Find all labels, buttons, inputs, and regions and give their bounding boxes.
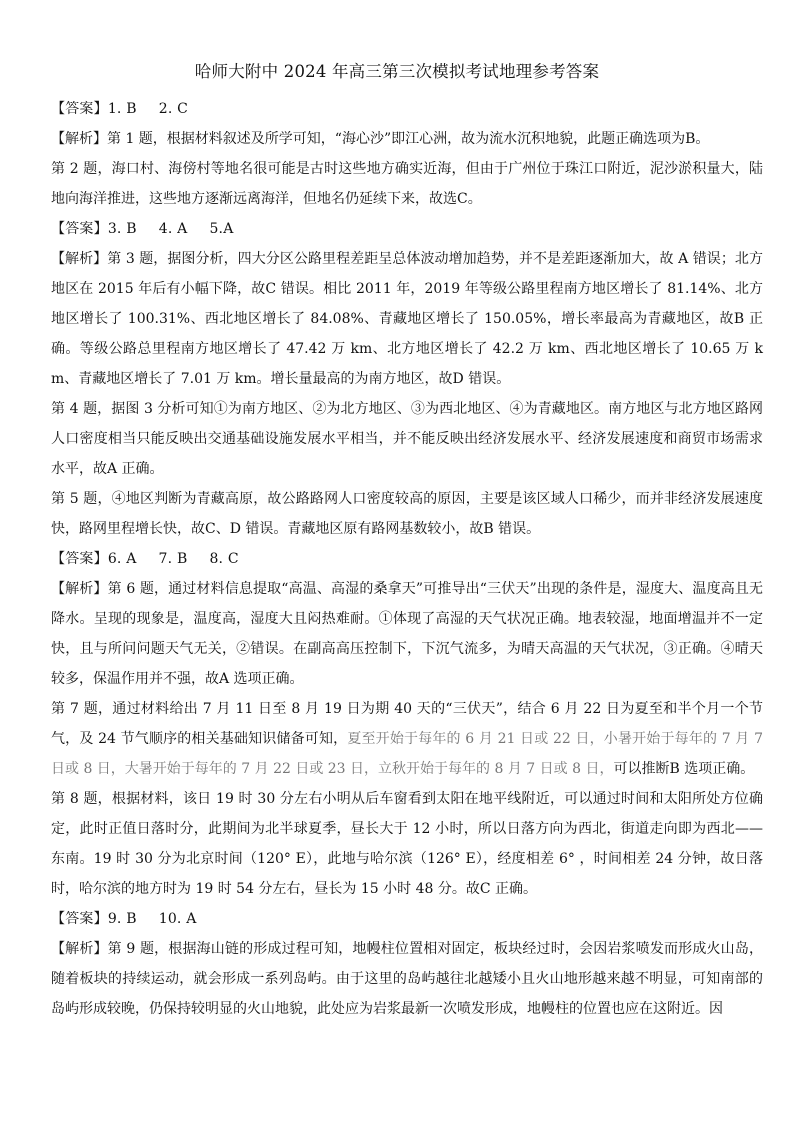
answer-item: 8. C bbox=[209, 551, 239, 567]
answer-item: 7. B bbox=[158, 551, 188, 567]
analysis-tag: 【解析】 bbox=[51, 941, 108, 957]
answer-item: 2. C bbox=[158, 101, 189, 117]
answer-item: 9. B bbox=[107, 911, 137, 927]
answer-line bbox=[51, 904, 763, 934]
answer-item: 5.A bbox=[209, 221, 234, 237]
analysis-text: 第 7 题，通过材料给出 7 月 11 日至 8 月 19 日为期 40 天的“三伏天”，结合 6 月 22 日为夏至和半个月一个节气，及 24 节气顺序的相关基础知识储备可知， bbox=[51, 701, 763, 747]
analysis-paragraph bbox=[51, 124, 763, 154]
analysis-text: 可以推断B 选项正确。 bbox=[613, 761, 755, 777]
analysis-paragraph: 第 2 题，海口村、海傍村等地名很可能是古时这些地方确实近海，但由于广州位于珠江口附近，泥沙淤积量大，陆地向海洋推进，这些地方逐渐远离海洋，但地名仍延续下来，故选C。 bbox=[51, 161, 763, 207]
analysis-paragraph: 第 4 题，据图 3 分析可知①为南方地区、②为北方地区、③为西北地区、④为青藏地区。南方地区与北方地区路网人口密度相当只能反映出交通基础设施发展水平相当，并不能反映出经济发展水平、经济发展速度和商贸市场需求水平，故A 正确。 bbox=[51, 401, 763, 477]
answer-item: 6. A bbox=[107, 551, 137, 567]
analysis-tag: 【解析】 bbox=[51, 131, 107, 147]
page-title: 哈师大附中 2024 年高三第三次模拟考试地理参考答案 bbox=[194, 62, 600, 81]
document-body bbox=[51, 94, 763, 1024]
answer-line bbox=[51, 214, 763, 244]
analysis-paragraph bbox=[51, 934, 763, 1024]
analysis-paragraph bbox=[51, 694, 763, 784]
answer-item: 10. A bbox=[158, 911, 197, 927]
answer-line bbox=[51, 94, 763, 124]
answer-item: 1. B bbox=[107, 101, 137, 117]
analysis-paragraph bbox=[51, 574, 763, 694]
solar-term-text: 夏至开始于每年的 6 月 21 日或 22 日，小暑开始于每年的 7 月 7 日或 8 日，大暑开始于每年的 7 月 22 日或 23 日，立秋开始于每年的 8 月 7 日或 8 日， bbox=[51, 731, 764, 777]
analysis-text: 第 9 题，根据海山链的形成过程可知，地幔柱位置相对固定，板块经过时，会因岩浆喷发而形成火山岛，随着板块的持续运动，就会形成一系列岛屿。由于这里的岛屿越往北越矮小且火山地形越来越不明显，可知南部的岛屿形成较晚，仍保持较明显的火山地貌，此处应为岩浆最新一次喷发形成，地幔柱的位置也应在这附近。因 bbox=[51, 941, 763, 1017]
analysis-tag: 【解析】 bbox=[51, 251, 108, 267]
analysis-paragraph: 第 8 题，根据材料，该日 19 时 30 分左右小明从后车窗看到太阳在地平线附近，可以通过时间和太阳所处方位确定，此时正值日落时分，此期间为北半球夏季，昼长大于 12 小时，所以日落方向为西北，街道走向即为西北——东南。19 时 30 分为北京时间（120° E），此地与哈尔滨（126° E），经度相差 6° ，时间相差 24 分钟，故日落时，哈尔滨的地方时为 19 时 54 分左右，昼长为 15 小时 48 分。故C 正确。 bbox=[51, 791, 763, 897]
answer-item: 3. B bbox=[107, 221, 137, 237]
analysis-tag: 【解析】 bbox=[51, 581, 108, 597]
analysis-paragraph bbox=[51, 244, 763, 394]
answer-tag: 【答案】 bbox=[51, 221, 108, 237]
analysis-text: 第 1 题，根据材料叙述及所学可知，“海心沙”即江心洲，故为流水沉积地貌，此题正确选项为B。 bbox=[107, 131, 710, 147]
answer-tag: 【答案】 bbox=[51, 101, 108, 117]
analysis-paragraph: 第 5 题，④地区判断为青藏高原，故公路路网人口密度较高的原因，主要是该区域人口稀少，而并非经济发展速度快，路网里程增长快，故C、D 错误。青藏地区原有路网基数较小，故B 错误。 bbox=[51, 491, 763, 537]
analysis-text: 第 6 题，通过材料信息提取“高温、高湿的桑拿天”可推导出“三伏天”出现的条件是，湿度大、温度高且无降水。呈现的现象是，温度高，湿度大且闷热难耐。①体现了高湿的天气状况正确。地表较湿，地面增温并不一定快，且与所问问题天气无关，②错误。在副高高压控制下，下沉气流多，为晴天高温的天气状况，③正确。④晴天较多，保温作用并不强，故A 选项正确。 bbox=[51, 581, 764, 687]
answer-line bbox=[51, 544, 763, 574]
answer-item: 4. A bbox=[158, 221, 188, 237]
analysis-text: 第 3 题，据图分析，四大分区公路里程差距呈总体波动增加趋势，并不是差距逐渐加大，故 A 错误；北方地区在 2015 年后有小幅下降，故C 错误。相比 2011 年，2019 年等级公路里程南方地区增长了 81.14%、北方地区增长了 100.31%、西北地区增长了 84.08%、青藏地区增长了 150.05%，增长率最高为青藏地区，故B 正确。等级公路总里程南方地区增长了 47.42 万 km、北方地区增长了 42.2 万 km、西北地区增长了 10.65 万 km、青藏地区增长了 7.01 万 km。增长量最高的为南方地区，故D 错误。 bbox=[51, 251, 763, 387]
answer-tag: 【答案】 bbox=[51, 911, 108, 927]
answer-tag: 【答案】 bbox=[51, 551, 108, 567]
